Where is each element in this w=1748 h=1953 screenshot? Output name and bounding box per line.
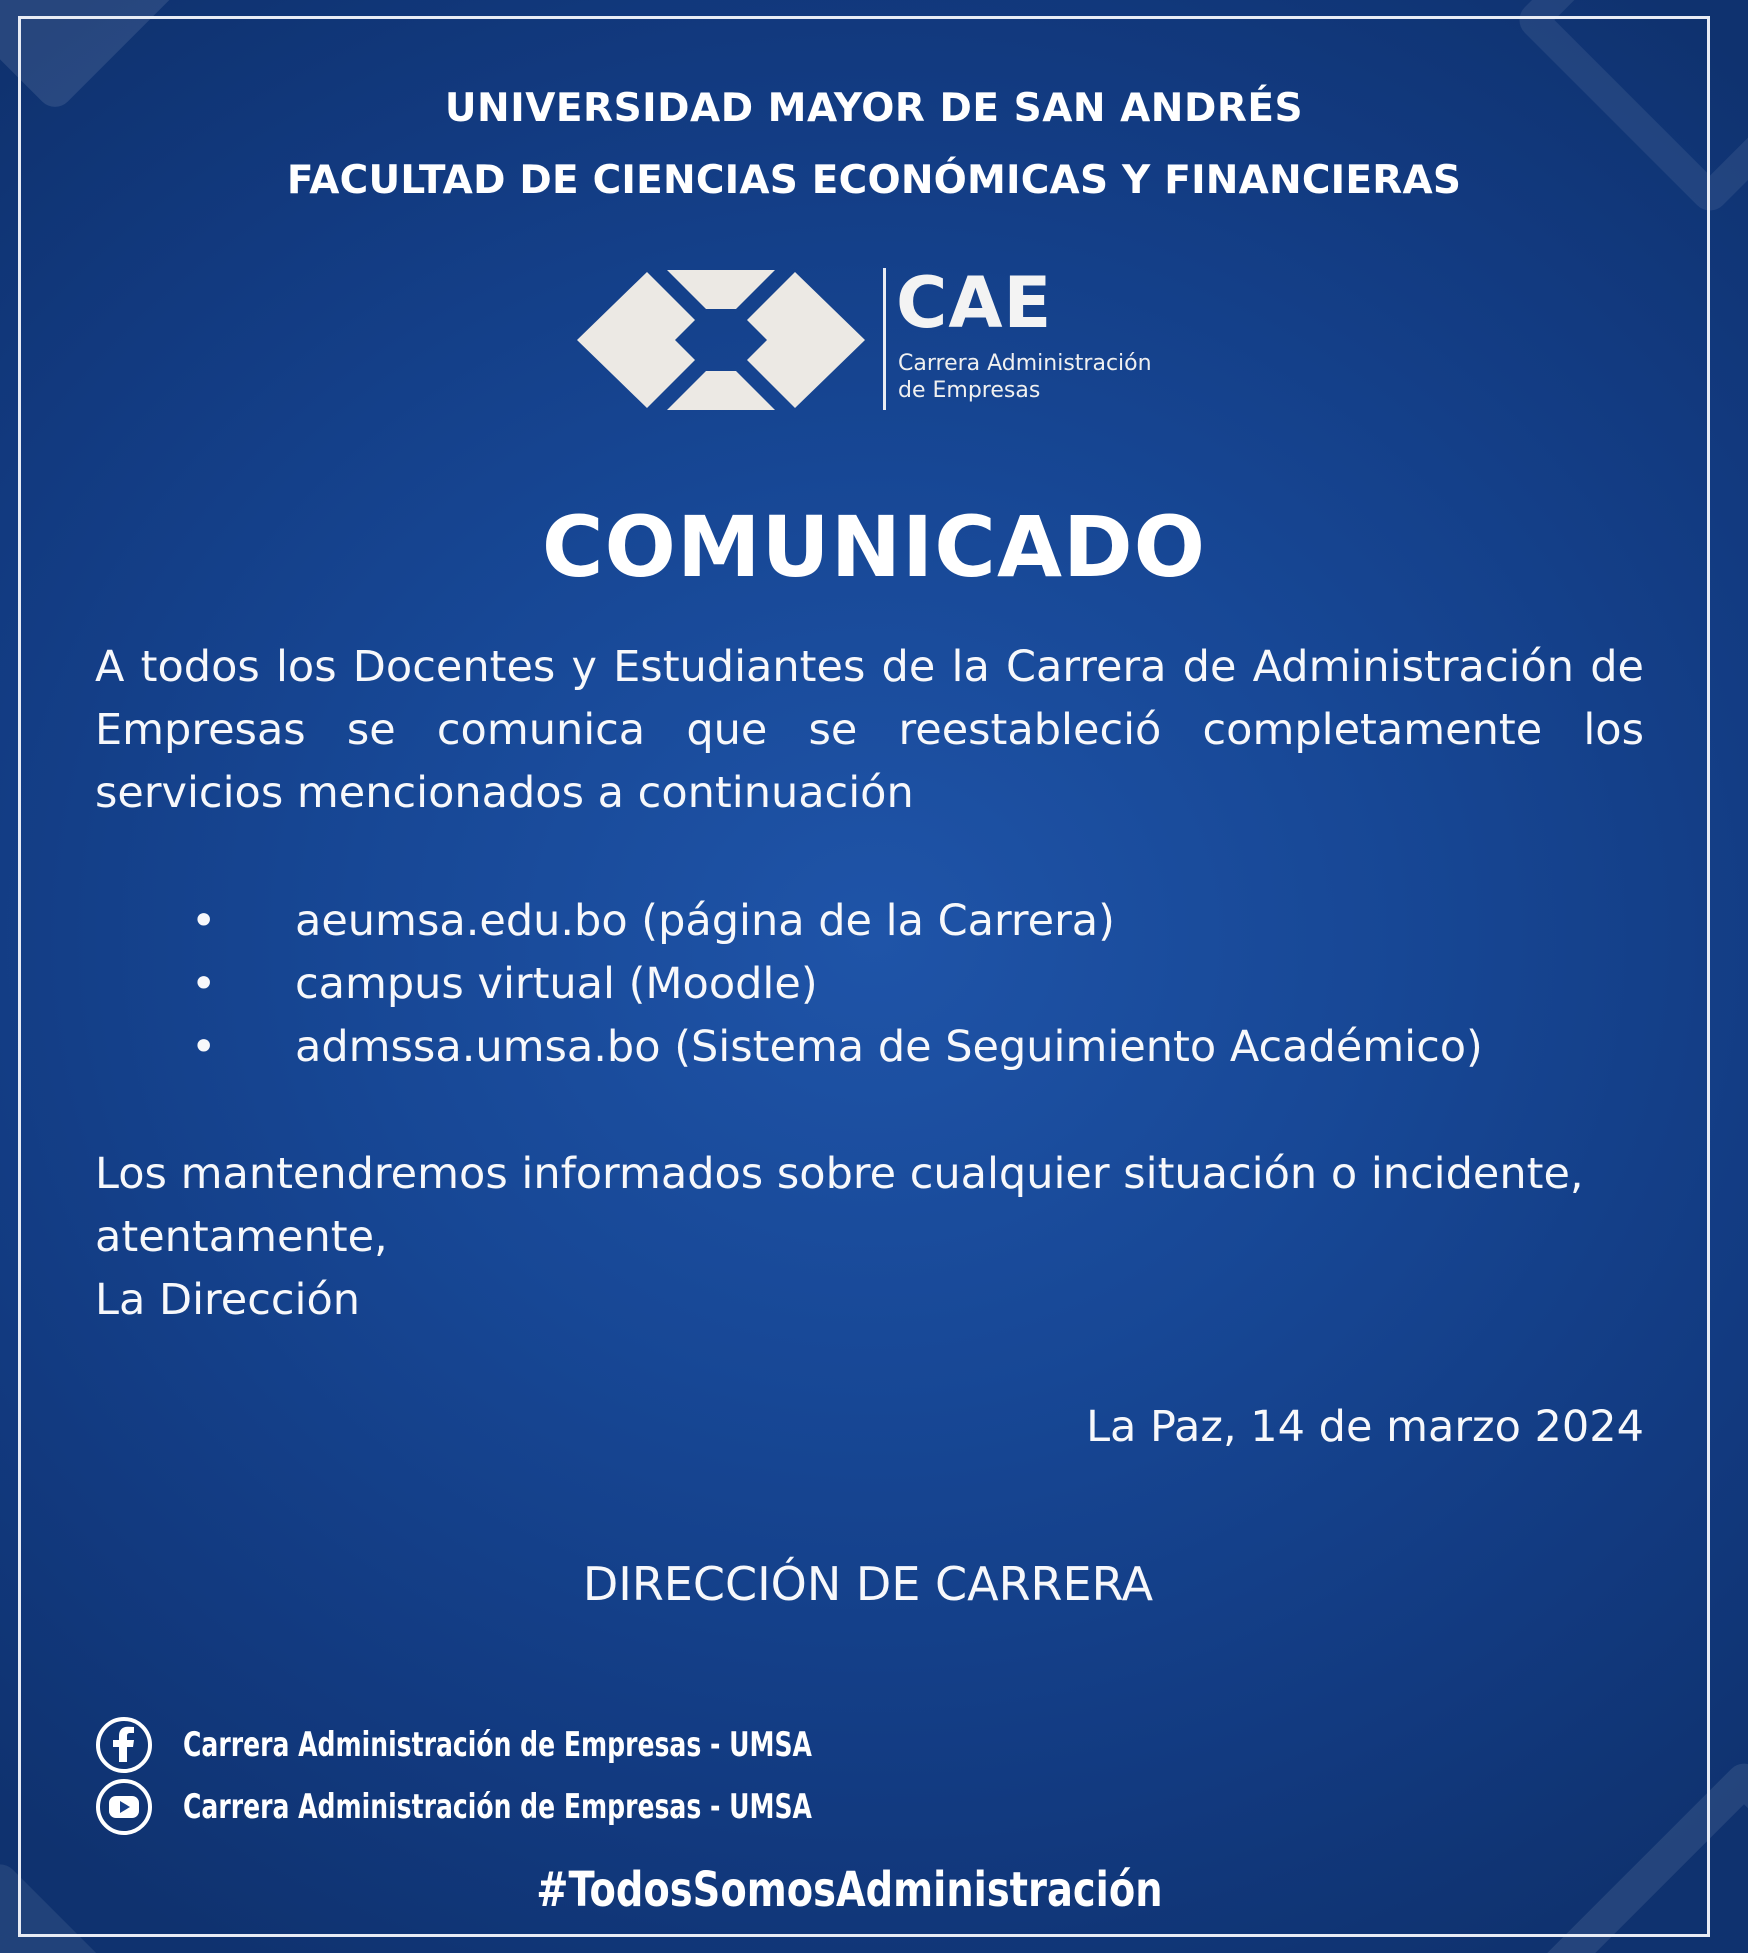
service-text: campus virtual (Moodle) bbox=[295, 959, 818, 1009]
hashtag-text: #TodosSomosAdministración bbox=[535, 1862, 1163, 1918]
logo-divider bbox=[883, 268, 886, 410]
logo-acronym: CAE bbox=[896, 262, 1053, 344]
youtube-icon bbox=[95, 1778, 153, 1836]
facebook-icon bbox=[95, 1716, 153, 1774]
service-text: admssa.umsa.bo (Sistema de Seguimiento Académico) bbox=[295, 1022, 1483, 1072]
closing-paragraph bbox=[95, 1143, 1644, 1332]
youtube-label[interactable]: Carrera Administración de Empresas - UMSA bbox=[183, 1787, 812, 1827]
youtube-link[interactable] bbox=[95, 1778, 950, 1836]
facebook-label[interactable]: Carrera Administración de Empresas - UMSA bbox=[183, 1725, 812, 1765]
list-item bbox=[95, 1016, 1644, 1079]
service-text: aeumsa.edu.bo (página de la Carrera) bbox=[295, 896, 1115, 946]
signature: DIRECCIÓN DE CARRERA bbox=[582, 1557, 1154, 1611]
closing-line: atentamente, bbox=[95, 1212, 388, 1262]
services-list bbox=[95, 890, 1644, 1079]
closing-line: La Dirección bbox=[95, 1275, 361, 1325]
logo-subtitle-line: de Empresas bbox=[898, 378, 1041, 403]
university-name: UNIVERSIDAD MAYOR DE SAN ANDRÉS bbox=[444, 86, 1304, 131]
date-line: La Paz, 14 de marzo 2024 bbox=[1086, 1402, 1644, 1452]
list-item bbox=[95, 953, 1644, 1016]
cae-logo-icon bbox=[572, 270, 870, 410]
facebook-link[interactable] bbox=[95, 1716, 950, 1774]
list-item bbox=[95, 890, 1644, 953]
closing-line: Los mantendremos informados sobre cualquier situación o incidente, bbox=[95, 1149, 1584, 1199]
logo-subtitle bbox=[898, 350, 1198, 404]
bullet: • bbox=[191, 1022, 217, 1072]
bullet: • bbox=[191, 896, 217, 946]
hashtag bbox=[0, 1862, 1698, 1918]
faculty-name: FACULTAD DE CIENCIAS ECONÓMICAS Y FINANCIERAS bbox=[286, 158, 1462, 203]
bullet: • bbox=[191, 959, 217, 1009]
logo-subtitle-line: Carrera Administración bbox=[898, 351, 1152, 376]
intro-paragraph: A todos los Docentes y Estudiantes de la Carrera de Administración de Empresas se comunica que se reestableció completamente los servicios mencionados a continuación bbox=[95, 642, 1644, 818]
page-title: COMUNICADO bbox=[541, 498, 1207, 596]
